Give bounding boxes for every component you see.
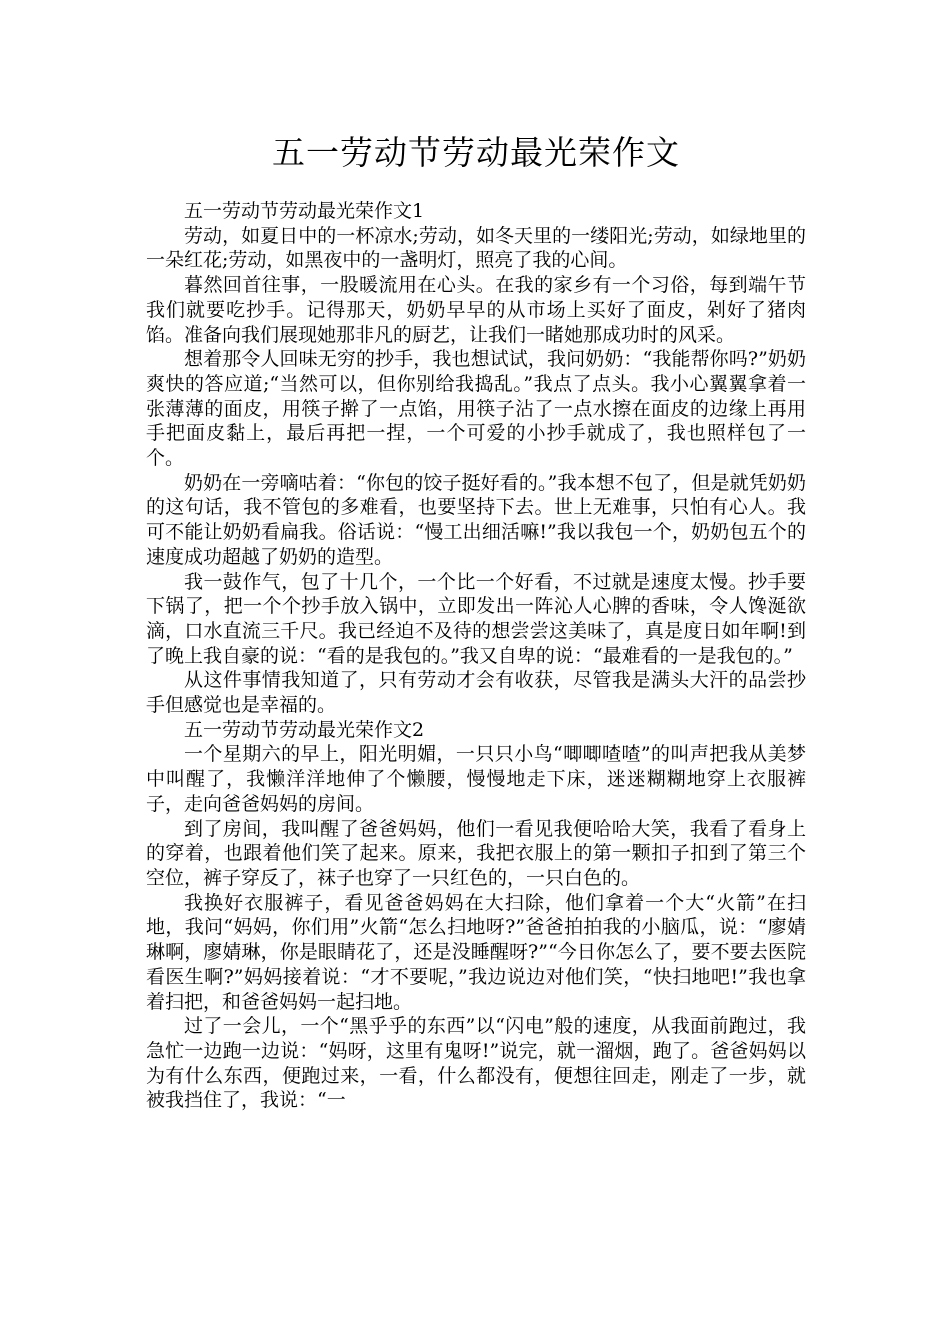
paragraph: 奶奶在一旁嘀咕着：“你包的饺子挺好看的。”我本想不包了，但是就凭奶奶的这句话，我不管包的多难看，也要坚持下去。世上无难事，只怕有心人。我可不能让奶奶看扁我。俗话说：“慢工出细活嘛!”我以我包一个，奶奶包五个的速度成功超越了奶奶的造型。 [146, 471, 806, 568]
paragraph-heading-1: 五一劳动节劳动最光荣作文1 [184, 200, 425, 222]
paragraph: 从这件事情我知道了，只有劳动才会有收获，尽管我是满头大汗的品尝抄手但感觉也是幸福的。 [146, 669, 806, 717]
paragraph: 到了房间，我叫醒了爸爸妈妈，他们一看见我便哈哈大笑，我看了看身上的穿着，也跟着他们笑了起来。原来，我把衣服上的第一颗扣子扣到了第三个空位，裤子穿反了，袜子也穿了一只红色的，一只白色的。 [146, 817, 806, 889]
document-body [146, 199, 806, 1113]
paragraph: 劳动，如夏日中的一杯凉水;劳动，如冬天里的一缕阳光;劳动，如绿地里的一朵红花;劳动，如黑夜中的一盏明灯，照亮了我的心间。 [146, 224, 806, 272]
paragraph: 想着那令人回味无穷的抄手，我也想试试，我问奶奶：“我能帮你吗?”奶奶爽快的答应道;“当然可以，但你别给我捣乱。”我点了点头。我小心翼翼拿着一张薄薄的面皮，用筷子擀了一点馅，用筷子沾了一点水擦在面皮的边缘上再用手把面皮黏上，最后再把一捏，一个可爱的小抄手就成了，我也照样包了一个。 [146, 348, 806, 470]
paragraph: 过了一会儿，一个“黑乎乎的东西”以“闪电”般的速度，从我面前跑过，我急忙一边跑一边说：“妈呀，这里有鬼呀!”说完，就一溜烟，跑了。爸爸妈妈以为有什么东西，便跑过来，一看，什么都没有，便想往回走，刚走了一步，就被我挡住了，我说：“一 [146, 1015, 806, 1112]
paragraph-heading-2: 五一劳动节劳动最光荣作文2 [184, 718, 425, 741]
document-page [146, 0, 806, 1113]
paragraph: 我换好衣服裤子，看见爸爸妈妈在大扫除，他们拿着一个大“火箭”在扫地，我问“妈妈，你们用”火箭“怎么扫地呀?”爸爸拍拍我的小脑瓜，说：“廖婧琳啊，廖婧琳，你是眼睛花了，还是没睡醒呀?”“今日你怎么了，要不要去医院看医生啊?”妈妈接着说：“才不要呢，”我边说边对他们笑，“快扫地吧!”我也拿着扫把，和爸爸妈妈一起扫地。 [146, 891, 806, 1013]
paragraph: 暮然回首往事，一股暖流用在心头。在我的家乡有一个习俗，每到端午节我们就要吃抄手。记得那天，奶奶早早的从市场上买好了面皮，剁好了猪肉馅。准备向我们展现她那非凡的厨艺，让我们一睹她那成功时的风采。 [146, 274, 806, 346]
paragraph: 一个星期六的早上，阳光明媚，一只只小鸟“唧唧喳喳”的叫声把我从美梦中叫醒了，我懒洋洋地伸了个懒腰，慢慢地走下床，迷迷糊糊地穿上衣服裤子，走向爸爸妈妈的房间。 [146, 743, 806, 815]
document-title: 五一劳动节劳动最光荣作文 [272, 133, 680, 172]
paragraph: 我一鼓作气，包了十几个，一个比一个好看，不过就是速度太慢。抄手要下锅了，把一个个抄手放入锅中，立即发出一阵沁人心脾的香味，令人馋涎欲滴，口水直流三千尺。我已经迫不及待的想尝尝这美味了，真是度日如年啊!到了晚上我自豪的说：“看的是我包的。”我又自卑的说：“最难看的一是我包的。” [146, 570, 806, 667]
